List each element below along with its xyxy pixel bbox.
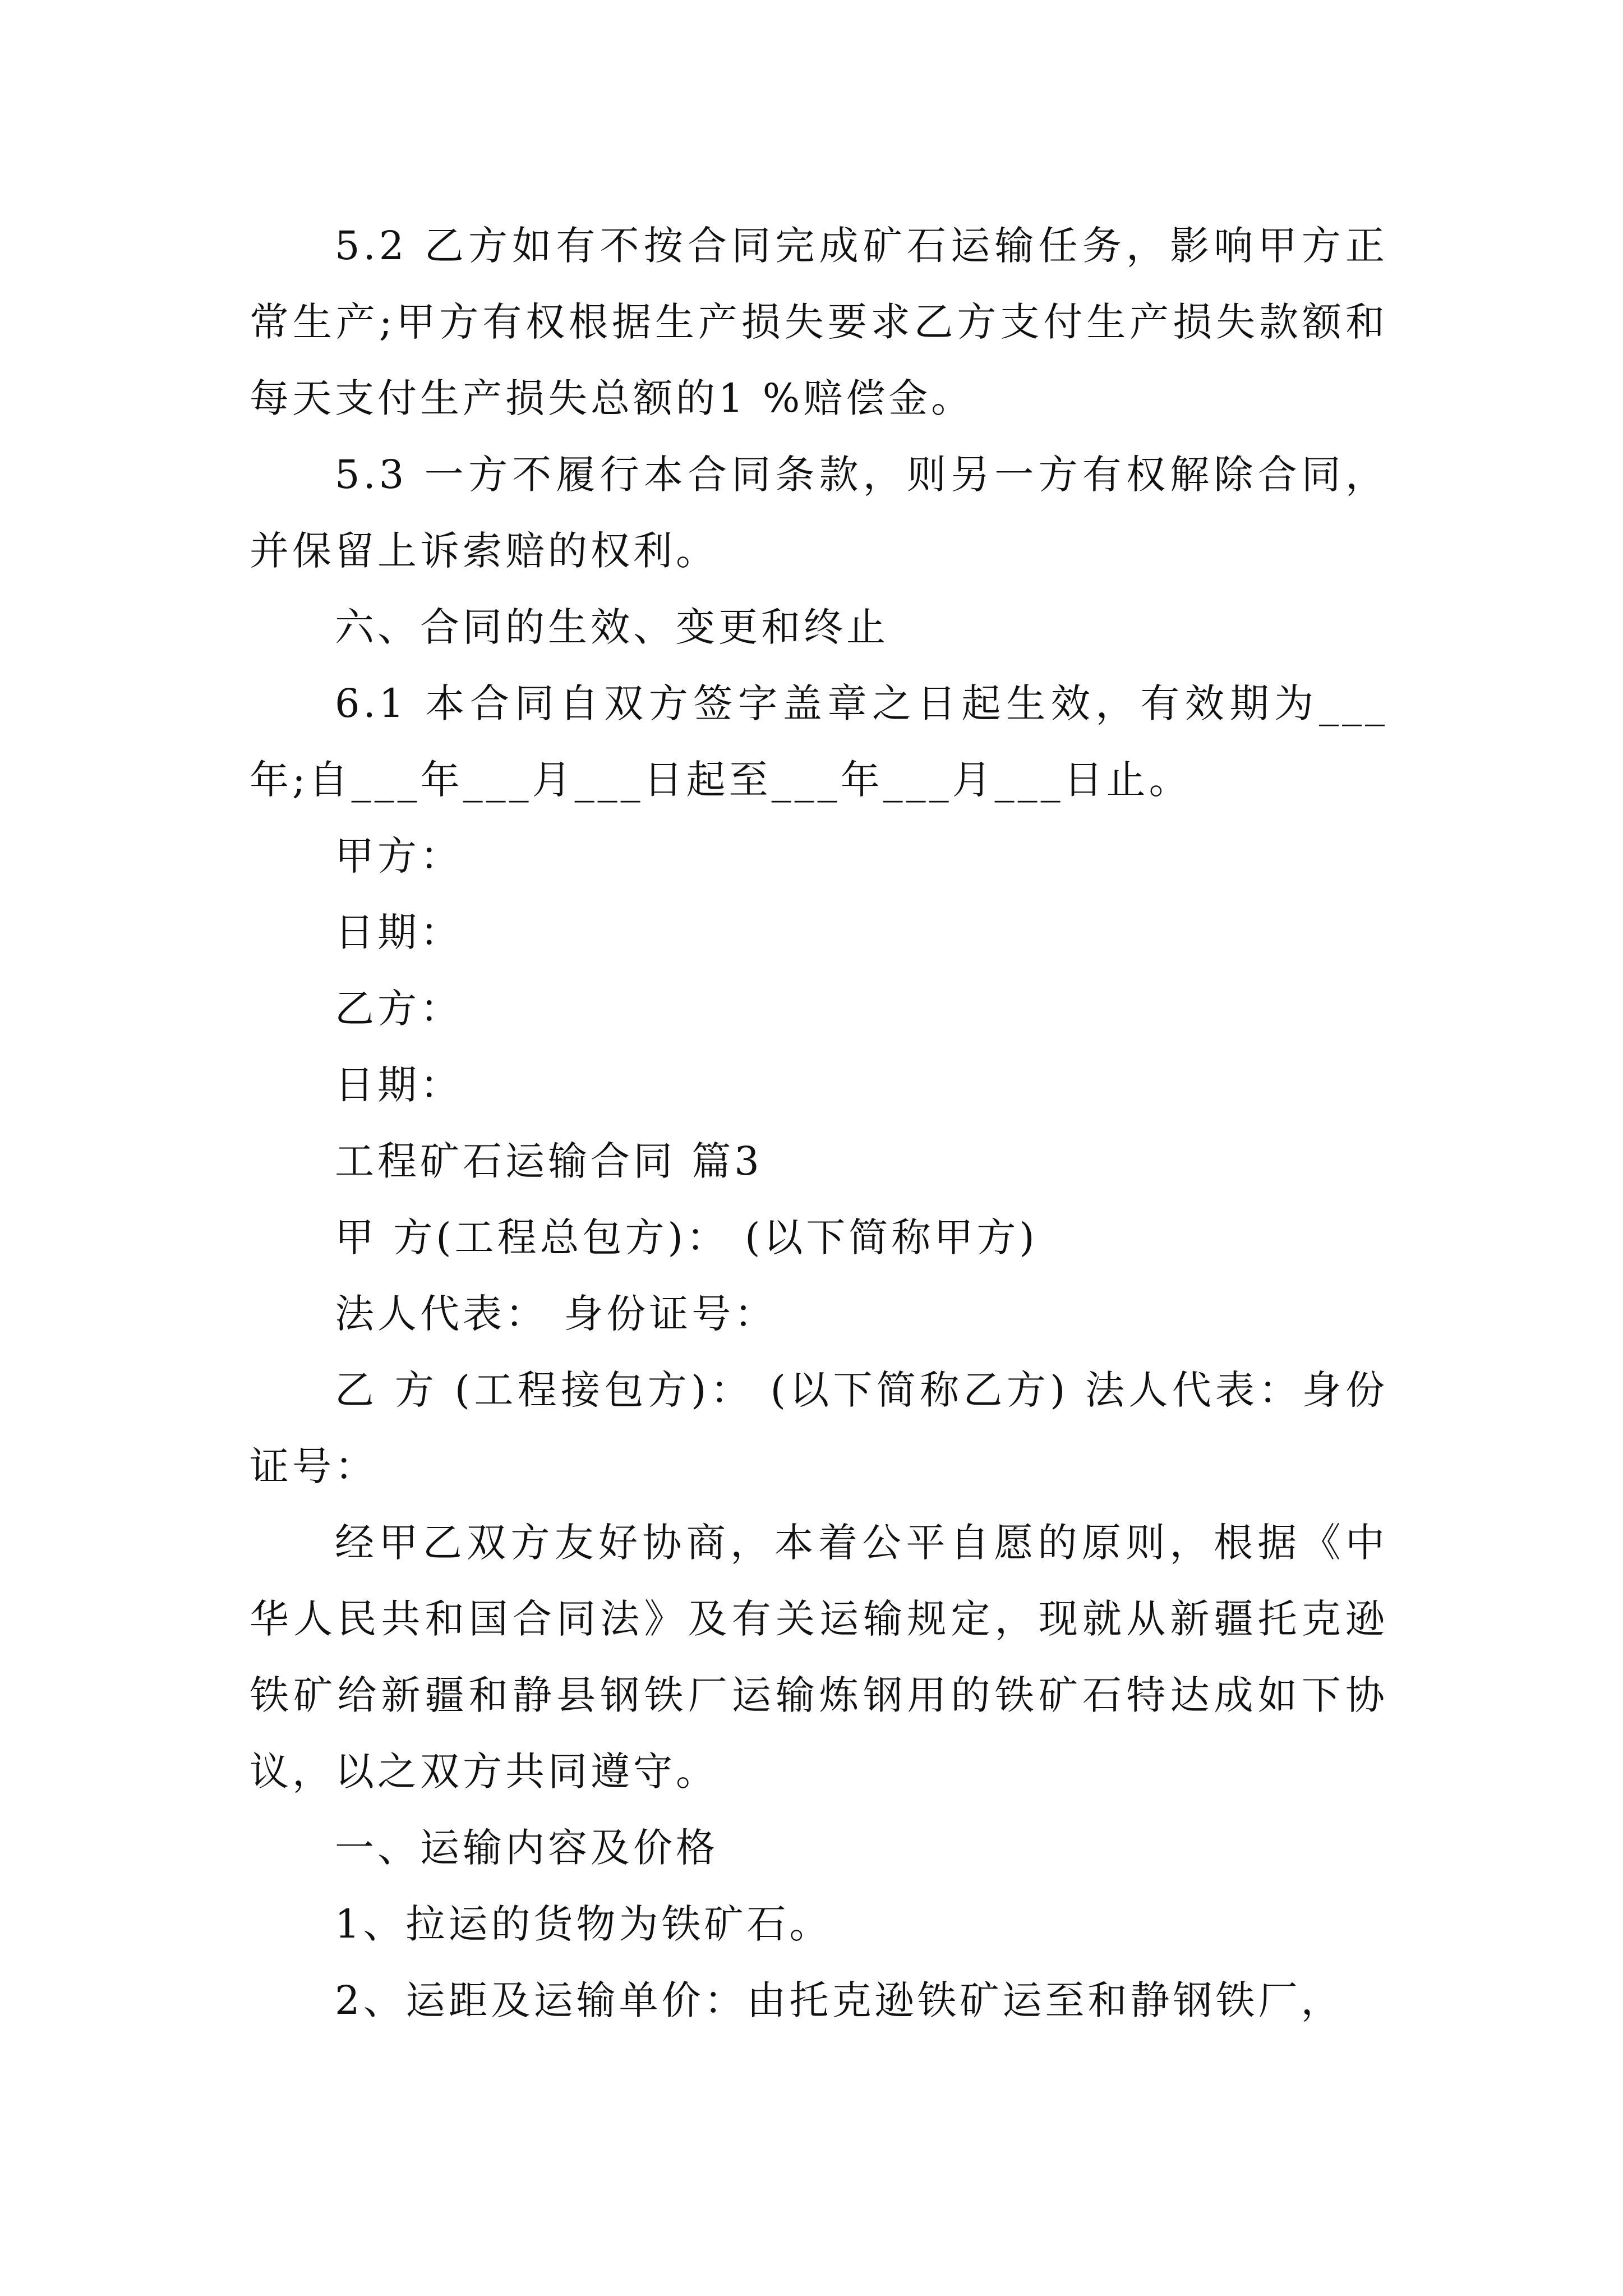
party-a-date: 日期：	[335, 909, 463, 955]
party-a-line: 甲 方(工程总包方)： (以下简称甲方)	[335, 1214, 1038, 1260]
preamble: 经甲乙双方友好协商，本着公平自愿的原则，根据《中华人民共和国合同法》及有关运输规定，现就从新疆托克逊铁矿给新疆和静县钢铁厂运输炼钢用的铁矿石特达成如下协议，以之双方共同遵守。	[250, 1520, 1388, 1795]
item-2: 2、运距及运输单价：由托克逊铁矿运至和静钢铁厂，	[335, 1977, 1344, 2023]
party-a-representative: 法人代表： 身份证号：	[335, 1291, 777, 1337]
section-heading-6: 六、合同的生效、变更和终止	[335, 604, 889, 650]
party-a-signature: 甲方：	[335, 833, 463, 879]
item-1: 1、拉运的货物为铁矿石。	[335, 1901, 832, 1947]
section-heading-1: 一、运输内容及价格	[335, 1825, 718, 1871]
clause-5-3: 5.3 一方不履行本合同条款，则另一方有权解除合同，并保留上诉索赔的权利。	[250, 452, 1388, 574]
contract-title: 工程矿石运输合同 篇3	[335, 1138, 763, 1184]
party-b-date: 日期：	[335, 1062, 463, 1108]
clause-5-2: 5.2 乙方如有不按合同完成矿石运输任务，影响甲方正常生产;甲方有权根据生产损失要求乙方支付生产损失款额和每天支付生产损失总额的1 %赔偿金。	[250, 223, 1388, 421]
document-body	[250, 208, 1388, 2039]
party-b-line: 乙 方 (工程接包方)： (以下简称乙方) 法人代表：身份证号：	[250, 1367, 1388, 1489]
clause-6-1: 6.1 本合同自双方签字盖章之日起生效，有效期为___年;自___年___月___日起至___年___月___日止。	[250, 680, 1388, 803]
party-b-signature: 乙方：	[335, 986, 463, 1032]
